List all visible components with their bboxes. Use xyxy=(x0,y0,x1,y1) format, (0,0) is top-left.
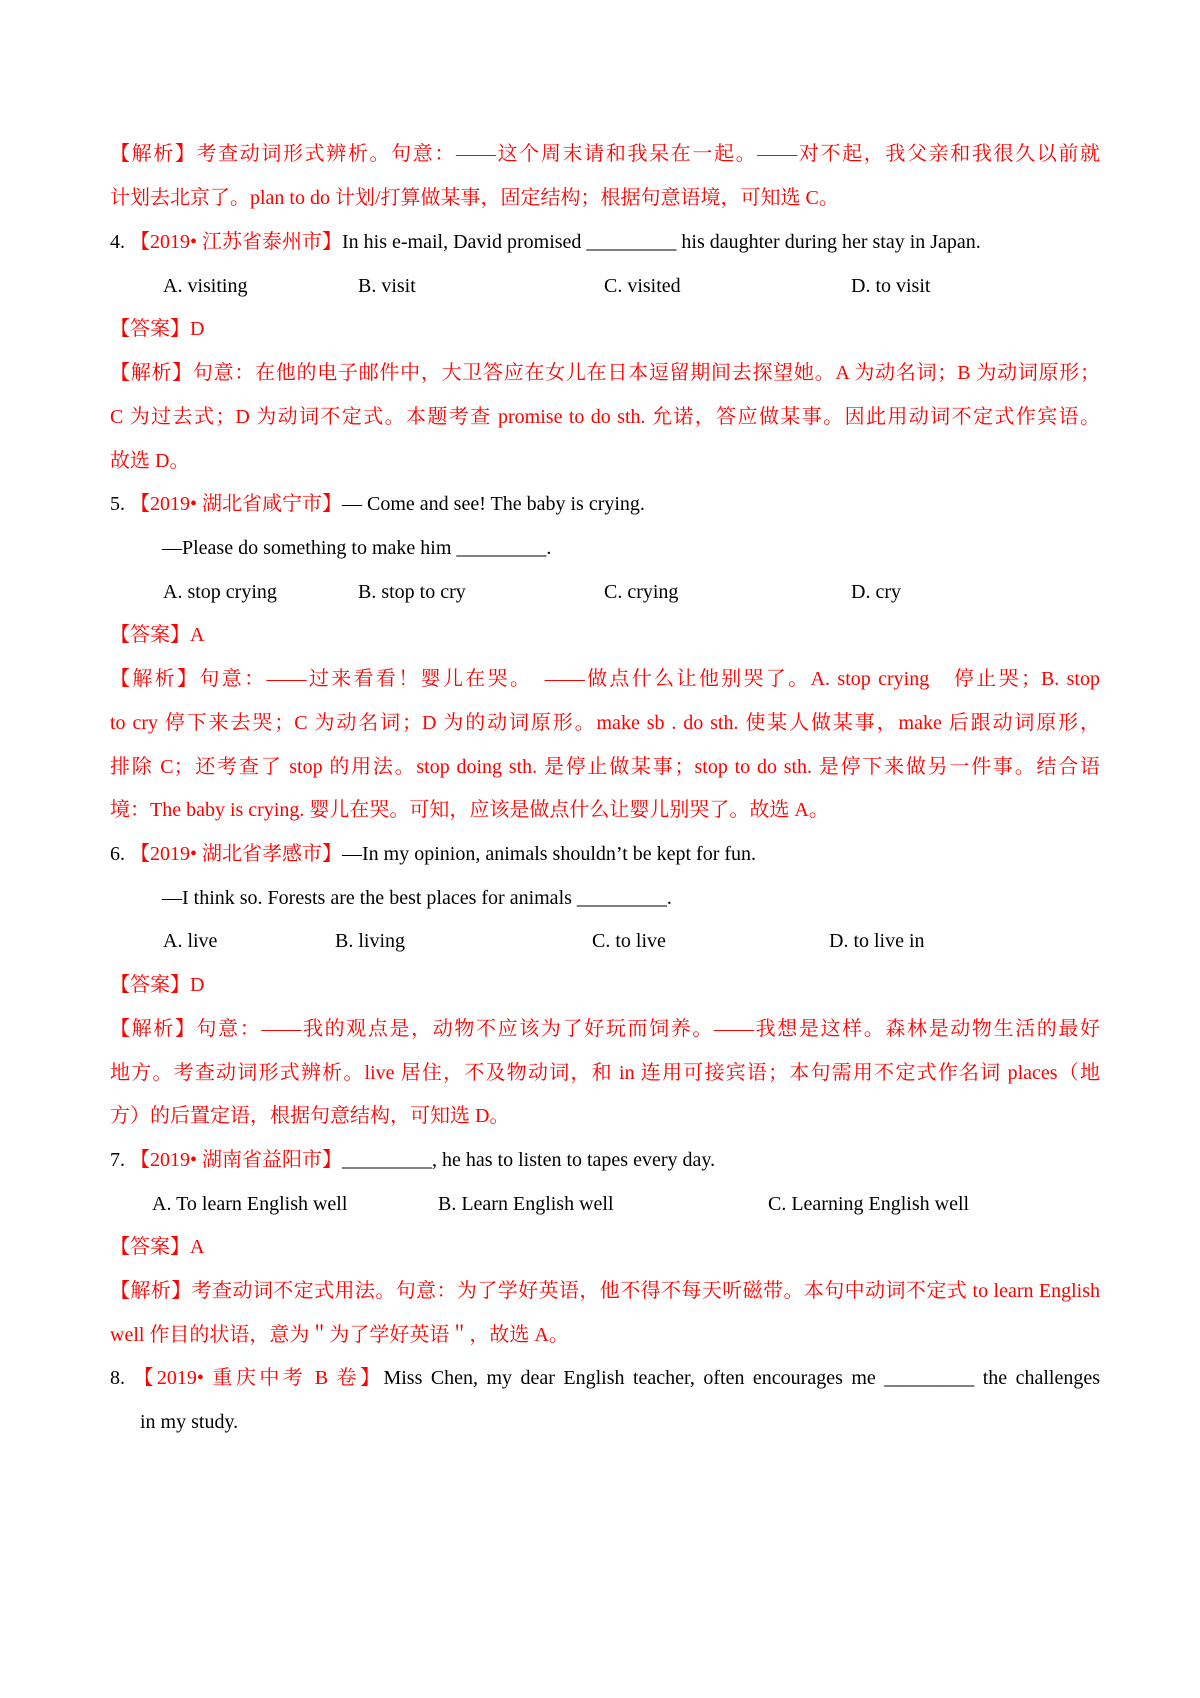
q5-analysis-line-3: 排除 C；还考查了 stop 的用法。stop doing sth. 是停止做某事；stop to do sth. 是停下来做另一件事。结合语 xyxy=(110,756,1100,778)
question-stem: Miss Chen, my dear English teacher, often encourages me _________ the challenges xyxy=(383,1367,1101,1389)
q5-analysis-line-2: to cry 停下来去哭；C 为动名词；D 为的动词原形。make sb . do sth. 使某人做某事，make 后跟动词原形， xyxy=(110,712,1100,734)
question-5 xyxy=(110,489,1100,519)
q4-analysis-line-2: C 为过去式；D 为动词不定式。本题考查 promise to do sth. 允诺，答应做某事。因此用动词不定式作宾语。 xyxy=(110,406,1100,428)
q4-option-a: A. visiting xyxy=(163,275,248,297)
q7-option-c: C. Learning English well xyxy=(768,1193,970,1215)
q6-analysis-line-3: 方）的后置定语，根据句意结构，可知选 D。 xyxy=(110,1105,510,1127)
question-stem: —In my opinion, animals shouldn’t be kept for fun. xyxy=(342,843,757,865)
question-number: 5. xyxy=(110,493,125,515)
q7-option-b: B. Learn English well xyxy=(438,1193,614,1215)
q6-option-b: B. living xyxy=(335,930,406,952)
question-stem: _________, he has to listen to tapes every day. xyxy=(342,1149,716,1171)
q6-option-c: C. to live xyxy=(592,930,666,952)
question-number: 8. xyxy=(110,1367,125,1389)
question-source: 【2019• 重庆中考 B 卷】 xyxy=(133,1367,384,1389)
q4-option-c: C. visited xyxy=(604,275,681,297)
q7-answer: 【答案】A xyxy=(110,1236,205,1258)
question-source: 【2019• 湖北省咸宁市】 xyxy=(130,493,343,515)
q5-answer: 【答案】A xyxy=(110,624,205,646)
q3-analysis-line-1: 【解析】考查动词形式辨析。句意：——这个周末请和我呆在一起。——对不起，我父亲和我很久以前就 xyxy=(110,143,1100,165)
q5-analysis-line-1: 【解析】句意：——过来看看！婴儿在哭。 ——做点什么让他别哭了。A. stop crying 停止哭；B. stop xyxy=(110,668,1100,690)
question-stem: In his e-mail, David promised _________ his daughter during her stay in Japan. xyxy=(342,231,981,253)
q3-analysis-line-2: 计划去北京了。plan to do 计划/打算做某事，固定结构；根据句意语境，可知选 C。 xyxy=(110,187,839,209)
q4-analysis-line-1: 【解析】句意：在他的电子邮件中，大卫答应在女儿在日本逗留期间去探望她。A 为动名词；B 为动词原形； xyxy=(110,362,1100,384)
q6-analysis-line-2: 地方。考查动词形式辨析。live 居住，不及物动词，和 in 连用可接宾语；本句需用不定式作名词 places（地 xyxy=(110,1062,1100,1084)
q5-option-c: C. crying xyxy=(604,581,679,603)
question-source: 【2019• 湖北省孝感市】 xyxy=(130,843,343,865)
q4-option-b: B. visit xyxy=(358,275,416,297)
q5-stem-line-2: —Please do something to make him _________. xyxy=(162,537,552,559)
q7-option-a: A. To learn English well xyxy=(152,1193,348,1215)
question-number: 6. xyxy=(110,843,125,865)
q7-analysis-line-1: 【解析】考查动词不定式用法。句意：为了学好英语，他不得不每天听磁带。本句中动词不定式 to learn English xyxy=(110,1280,1100,1302)
q6-analysis-line-1: 【解析】句意：——我的观点是，动物不应该为了好玩而饲养。——我想是这样。森林是动物生活的最好 xyxy=(110,1018,1100,1040)
q8-stem-line-2: in my study. xyxy=(140,1411,239,1433)
question-number: 7. xyxy=(110,1149,125,1171)
question-number: 4. xyxy=(110,231,125,253)
q4-answer: 【答案】D xyxy=(110,318,205,340)
q4-analysis-line-3: 故选 D。 xyxy=(110,450,190,472)
question-source: 【2019• 湖南省益阳市】 xyxy=(130,1149,343,1171)
q4-option-d: D. to visit xyxy=(851,275,931,297)
q5-option-a: A. stop crying xyxy=(163,581,277,603)
question-stem: — Come and see! The baby is crying. xyxy=(342,493,645,515)
question-8 xyxy=(110,1363,1100,1393)
question-4 xyxy=(110,227,1100,257)
q6-option-a: A. live xyxy=(163,930,218,952)
q6-answer: 【答案】D xyxy=(110,974,205,996)
q5-option-d: D. cry xyxy=(851,581,901,603)
question-source: 【2019• 江苏省泰州市】 xyxy=(130,231,343,253)
question-7 xyxy=(110,1145,1100,1175)
q6-option-d: D. to live in xyxy=(829,930,925,952)
q5-analysis-line-4: 境：The baby is crying. 婴儿在哭。可知，应该是做点什么让婴儿别哭了。故选 A。 xyxy=(110,799,829,821)
question-6 xyxy=(110,839,1100,869)
q5-option-b: B. stop to cry xyxy=(358,581,466,603)
q7-analysis-line-2: well 作目的状语，意为＂为了学好英语＂，故选 A。 xyxy=(110,1324,569,1346)
q6-stem-line-2: —I think so. Forests are the best places for animals _________. xyxy=(162,887,672,909)
